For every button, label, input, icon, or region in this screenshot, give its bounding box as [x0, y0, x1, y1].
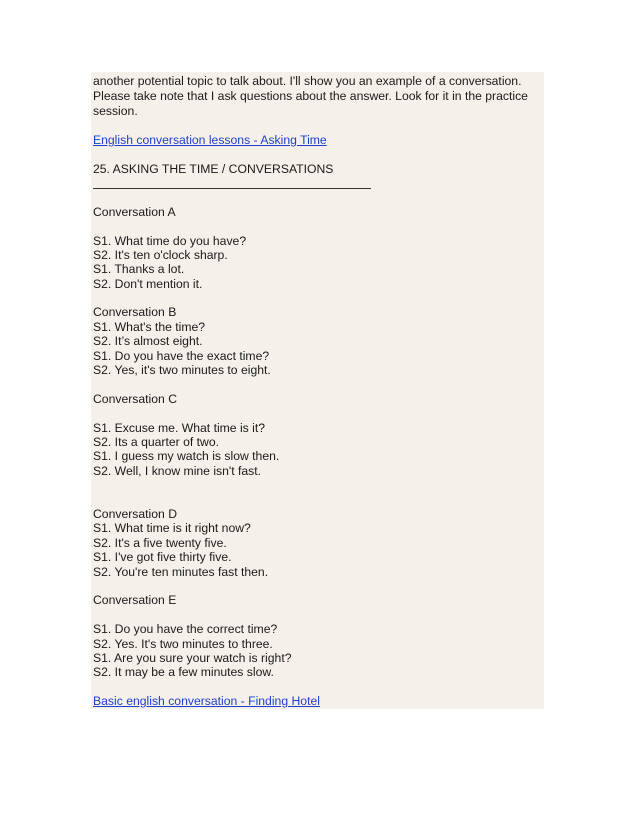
conversation-c-line: S2. Its a quarter of two.	[93, 435, 219, 449]
conversation-e-line: S2. Yes. It's two minutes to three.	[93, 637, 273, 651]
conversation-b-line: S1. Do you have the exact time?	[93, 349, 270, 363]
conversation-b-title: Conversation B	[93, 305, 177, 319]
conversation-d-title: Conversation D	[93, 507, 177, 521]
conversation-b-line: S2. Yes, it's two minutes to eight.	[93, 363, 271, 377]
conversation-c-title: Conversation C	[93, 392, 177, 406]
conversation-a-title: Conversation A	[93, 205, 176, 219]
conversation-d-line: S1. I've got five thirty five.	[93, 550, 232, 564]
conversation-a-line: S1. What time do you have?	[93, 234, 247, 248]
intro-line-3: session.	[93, 104, 138, 118]
conversation-c-line: S1. Excuse me. What time is it?	[93, 421, 266, 435]
conversation-e-line: S1. Do you have the correct time?	[93, 622, 278, 636]
conversation-a-line: S1. Thanks a lot.	[93, 262, 185, 276]
next-lesson-link[interactable]: Basic english conversation - Finding Hotel	[93, 694, 320, 708]
intro-line-2: Please take note that I ask questions about the answer. Look for it in the practice	[93, 89, 528, 103]
conversation-c-line: S2. Well, I know mine isn't fast.	[93, 464, 262, 478]
conversation-b-line: S1. What's the time?	[93, 320, 206, 334]
conversation-e-title: Conversation E	[93, 593, 177, 607]
document-content	[91, 72, 544, 709]
conversation-c-line: S1. I guess my watch is slow then.	[93, 449, 280, 463]
prev-lesson-link[interactable]: English conversation lessons - Asking Time	[93, 133, 327, 147]
intro-line-1: another potential topic to talk about. I'll show you an example of a conversation.	[93, 74, 522, 88]
conversation-d-line: S1. What time is it right now?	[93, 521, 251, 535]
conversation-e-line: S1. Are you sure your watch is right?	[93, 651, 292, 665]
heading-underline	[93, 188, 371, 189]
conversation-d-line: S2. You're ten minutes fast then.	[93, 565, 269, 579]
conversation-b-line: S2. It’s almost eight.	[93, 334, 203, 348]
conversation-d-line: S2. It's a five twenty five.	[93, 536, 227, 550]
section-heading: 25. ASKING THE TIME / CONVERSATIONS	[93, 162, 334, 176]
conversation-a-line: S2. It's ten o'clock sharp.	[93, 248, 228, 262]
conversation-e-line: S2. It may be a few minutes slow.	[93, 665, 274, 679]
conversation-a-line: S2. Don't mention it.	[93, 277, 203, 291]
